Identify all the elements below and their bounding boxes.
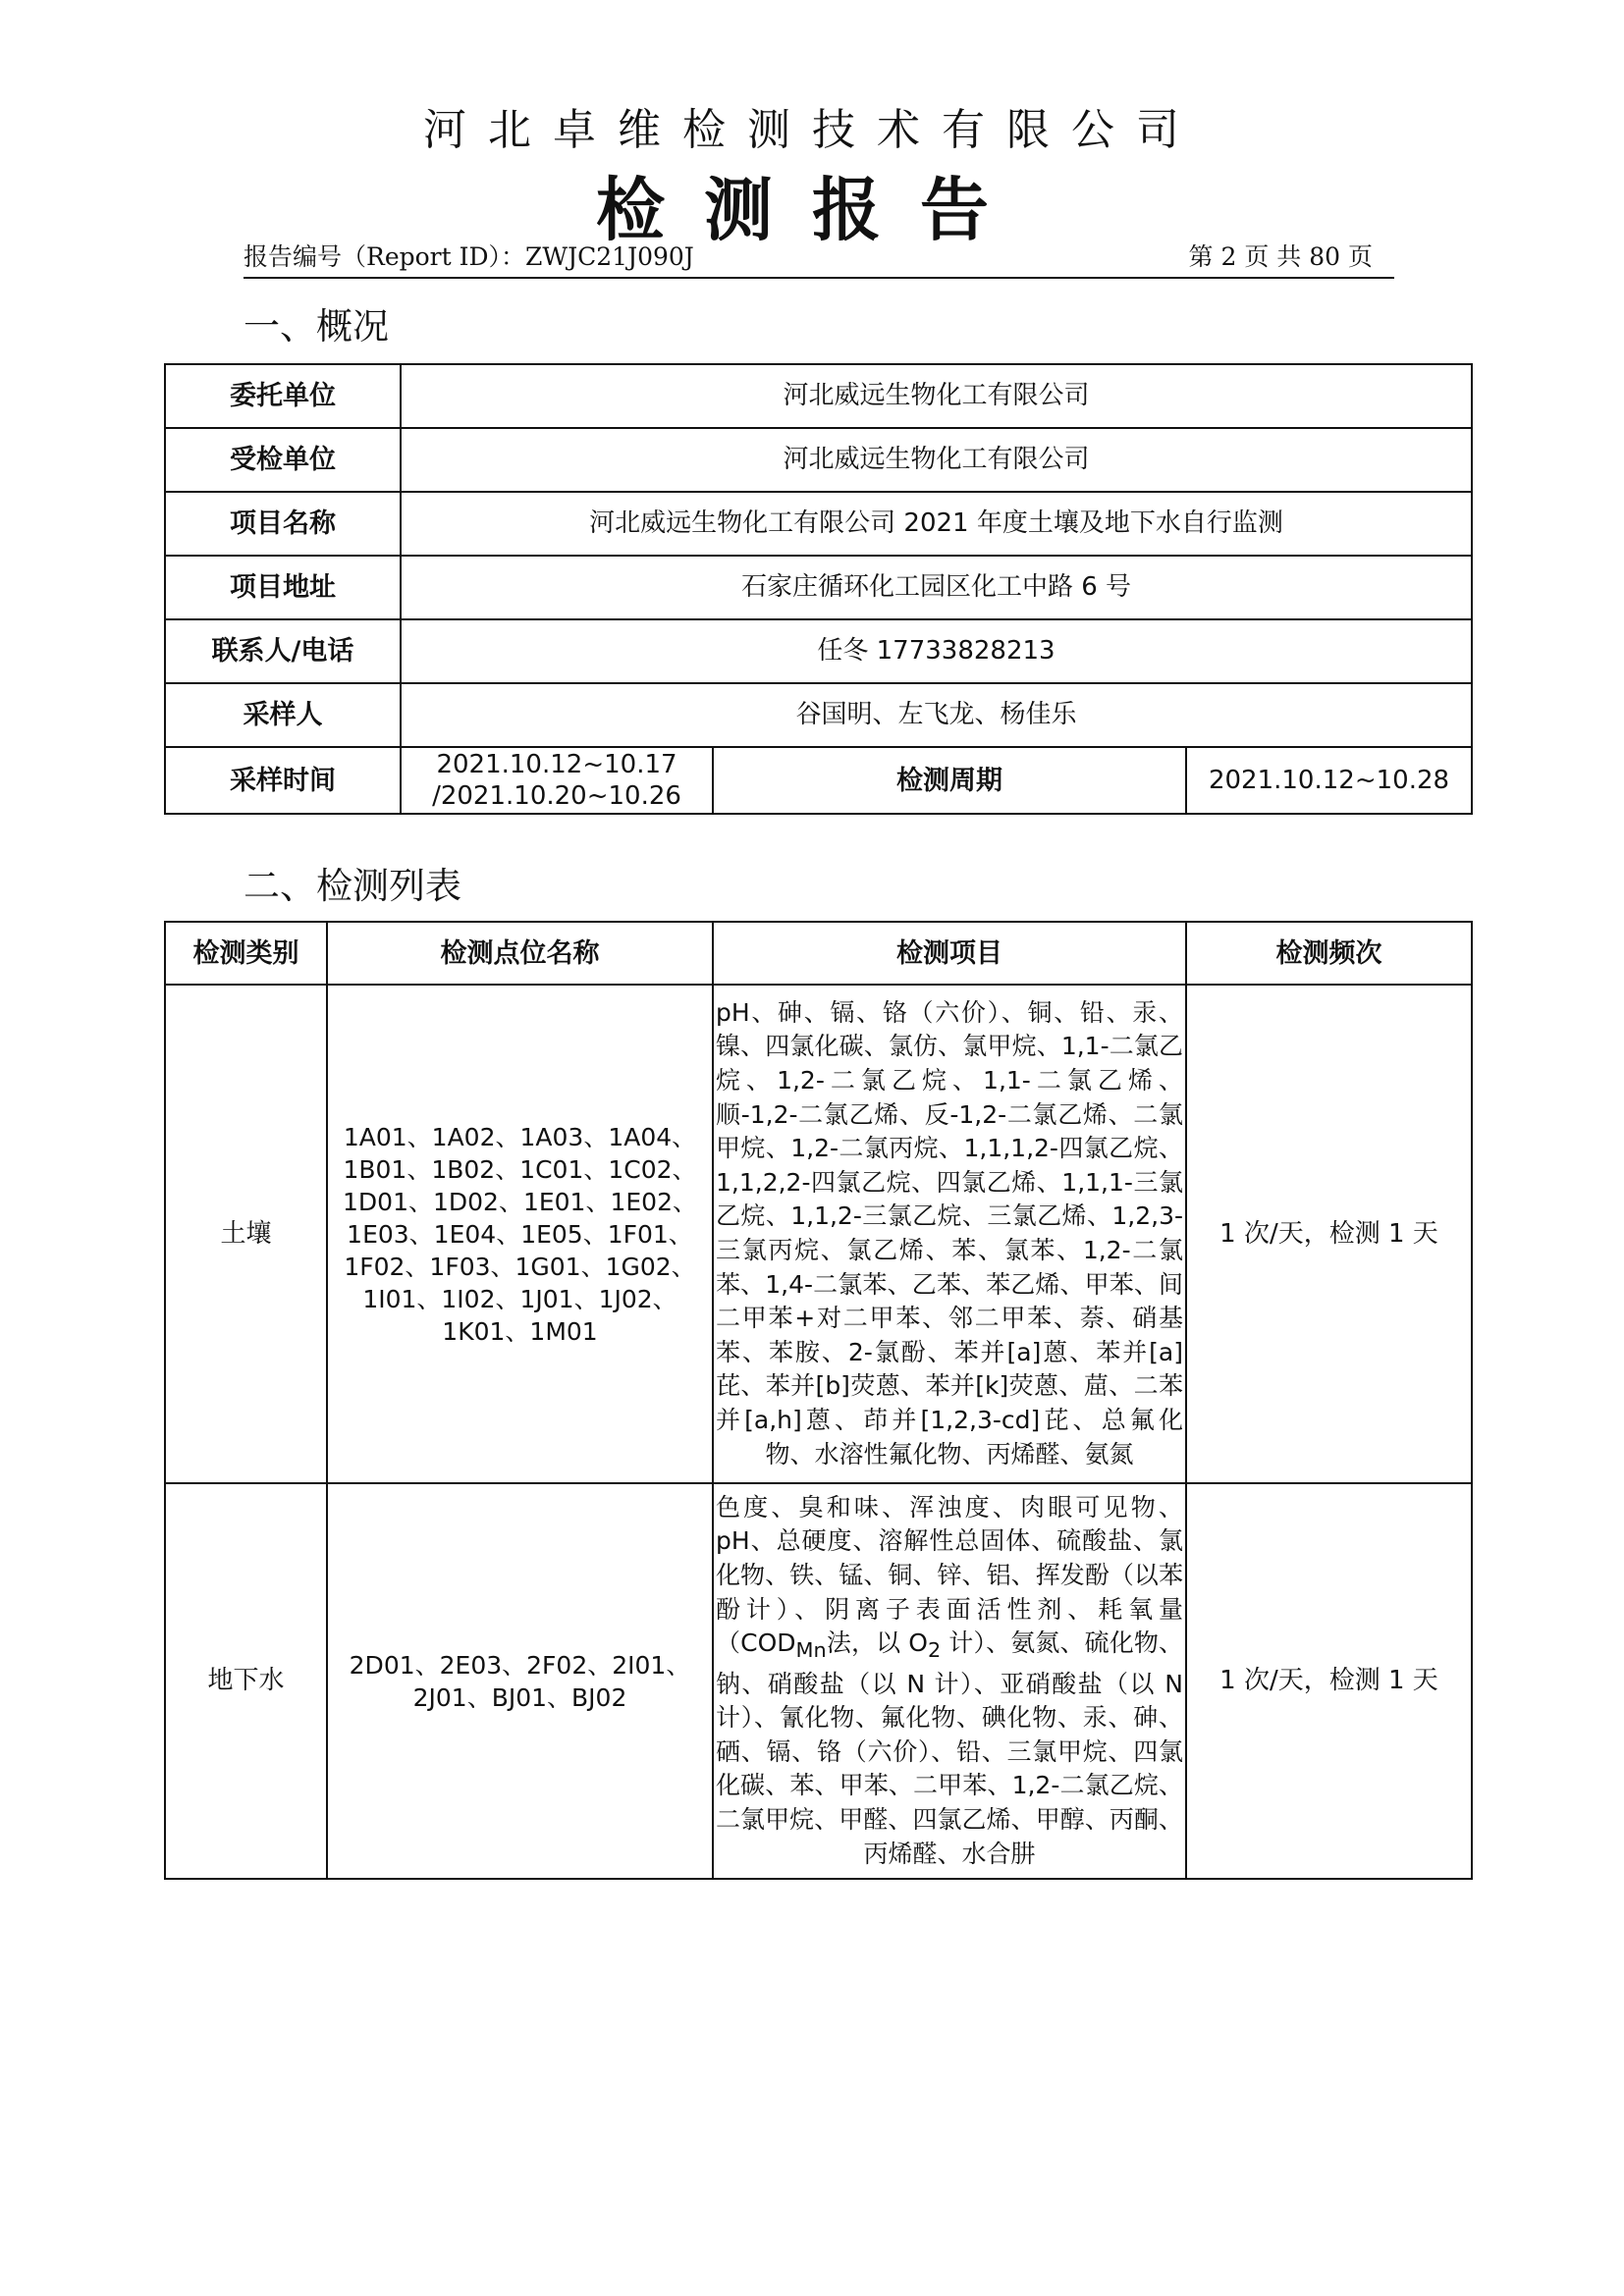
- company-name: 河北卓维检测技术有限公司: [423, 105, 1201, 155]
- sampler-label: 采样人: [165, 683, 401, 747]
- inspected-value: 河北威远生物化工有限公司: [401, 428, 1472, 492]
- section-testlist-heading: 二、检测列表: [244, 865, 461, 907]
- sampler-value: 谷国明、左飞龙、杨佳乐: [401, 683, 1472, 747]
- address-value: 石家庄循环化工园区化工中路 6 号: [401, 556, 1472, 619]
- row-items: pH、砷、镉、铬（六价）、铜、铅、汞、镍、四氯化碳、氯仿、氯甲烷、1,1-二氯乙烷、1,2-二氯乙烷、1,1-二氯乙烯、顺-1,2-二氯乙烯、反-1,2-二氯乙烯、二氯甲烷、1,2-二氯丙烷、1,1,1,2-四氯乙烷、1,1,2,2-四氯乙烷、四氯乙烯、1,1,1-三氯乙烷、1,1,2-三氯乙烷、三氯乙烯、1,2,3-三氯丙烷、氯乙烯、苯、氯苯、1,2-二氯苯、1,4-二氯苯、乙苯、苯乙烯、甲苯、间二甲苯+对二甲苯、邻二甲苯、萘、硝基苯、苯胺、2-氯酚、苯并[a]蒽、苯并[a]芘、苯并[b]荧蒽、苯并[k]荧蒽、䓛、二苯并[a,h]蒽、茚并[1,2,3-cd]芘、总氟化物、水溶性氟化物、丙烯醛、氨氮: [713, 985, 1186, 1483]
- row-points: 1A01、1A02、1A03、1A04、1B01、1B02、1C01、1C02、1D01、1D02、1E01、1E02、1E03、1E04、1E05、1F01、1F02、1F03、1G01、1G02、1I01、1I02、1J01、1J02、1K01、1M01: [327, 985, 713, 1483]
- sampling-time-value: [401, 747, 713, 814]
- client-label: 委托单位: [165, 364, 401, 428]
- test-list-header-row: [165, 922, 1472, 985]
- row-frequency: 1 次/天，检测 1 天: [1186, 1483, 1472, 1879]
- period-value: 2021.10.12~10.28: [1186, 747, 1472, 814]
- sampling-time-value-1: 2021.10.12~10.17: [436, 750, 677, 779]
- sampling-time-value-2: /2021.10.20~10.26: [432, 781, 681, 811]
- overview-row-sampling-time: [165, 747, 1472, 814]
- report-id: 报告编号（Report ID）：ZWJC21J090J: [244, 242, 694, 271]
- client-value: 河北威远生物化工有限公司: [401, 364, 1472, 428]
- table-row: [165, 985, 1472, 1483]
- table-row: [165, 1483, 1472, 1879]
- col-header-frequency: 检测频次: [1186, 922, 1472, 985]
- address-label: 项目地址: [165, 556, 401, 619]
- row-category: 土壤: [165, 985, 327, 1483]
- contact-value: 任冬 17733828213: [401, 619, 1472, 683]
- row-points: 2D01、2E03、2F02、2I01、2J01、BJ01、BJ02: [327, 1483, 713, 1879]
- overview-row-contact: [165, 619, 1472, 683]
- overview-row-project: [165, 492, 1472, 556]
- inspected-label: 受检单位: [165, 428, 401, 492]
- section-overview-heading: 一、概况: [244, 305, 389, 347]
- test-list-table: [164, 921, 1473, 1880]
- project-label: 项目名称: [165, 492, 401, 556]
- overview-row-sampler: [165, 683, 1472, 747]
- overview-row-address: [165, 556, 1472, 619]
- page-number: 第 2 页 共 80 页: [1188, 242, 1373, 271]
- row-items: 色度、臭和味、浑浊度、肉眼可见物、pH、总硬度、溶解性总固体、硫酸盐、氯化物、铁、锰、铜、锌、铝、挥发酚（以苯酚计）、阴离子表面活性剂、耗氧量（$COD_{Mn}$法，以 $O_2$ 计）、氨氮、硫化物、钠、硝酸盐（以 N 计）、亚硝酸盐（以 N 计）、氰化物、氟化物、碘化物、汞、砷、硒、镉、铬（六价）、铅、三氯甲烷、四氯化碳、苯、甲苯、二甲苯、1,2-二氯乙烷、二氯甲烷、甲醛、四氯乙烯、甲醇、丙酮、丙烯醛、水合肼: [713, 1483, 1186, 1879]
- row-category: 地下水: [165, 1483, 327, 1879]
- report-id-line: [244, 238, 1394, 279]
- col-header-items: 检测项目: [713, 922, 1186, 985]
- contact-label: 联系人/电话: [165, 619, 401, 683]
- overview-row-inspected: [165, 428, 1472, 492]
- col-header-category: 检测类别: [165, 922, 327, 985]
- col-header-points: 检测点位名称: [327, 922, 713, 985]
- overview-table: [164, 363, 1473, 815]
- period-label: 检测周期: [713, 747, 1186, 814]
- project-value: 河北威远生物化工有限公司 2021 年度土壤及地下水自行监测: [401, 492, 1472, 556]
- sampling-time-label: 采样时间: [165, 747, 401, 814]
- report-title: 检测报告: [596, 170, 1028, 250]
- row-frequency: 1 次/天，检测 1 天: [1186, 985, 1472, 1483]
- overview-row-client: [165, 364, 1472, 428]
